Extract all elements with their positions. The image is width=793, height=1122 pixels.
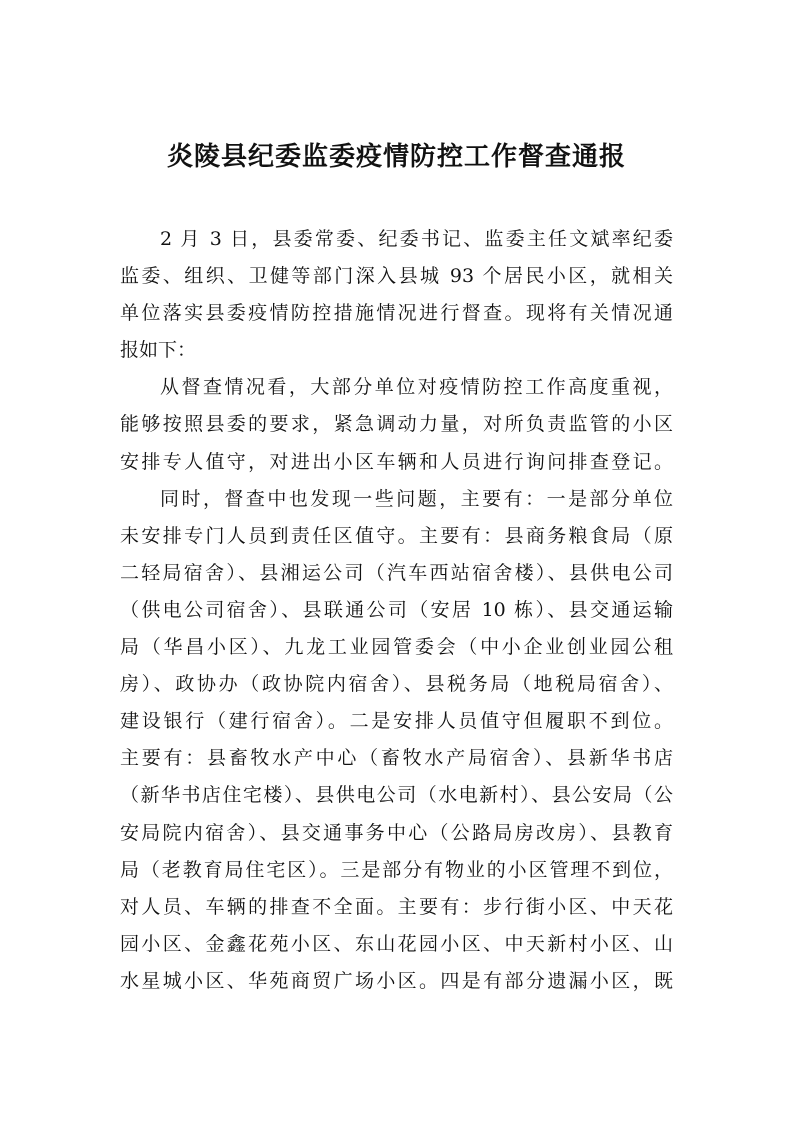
- text-line: 局（老教育局住宅区）。三是部分有物业的小区管理不到位，: [120, 858, 673, 881]
- text-line: （供电公司宿舍）、县联通公司（安居 10 栋）、县交通运输: [120, 598, 673, 621]
- text-line: 单位落实县委疫情防控措施情况进行督查。现将有关情况通: [120, 302, 673, 325]
- paragraph-3: [120, 481, 673, 1000]
- text-line: 同时，督查中也发现一些问题，主要有：一是部分单位: [160, 487, 673, 510]
- document-body: [120, 221, 673, 1000]
- text-line: 安局院内宿舍）、县交通事务中心（公路局房改房）、县教育: [120, 821, 673, 844]
- paragraph-2: [120, 369, 673, 480]
- text-line: 二轻局宿舍）、县湘运公司（汽车西站宿舍楼）、县供电公司: [120, 561, 673, 584]
- paragraph-1: [120, 221, 673, 369]
- text-line: 对人员、车辆的排查不全面。主要有：步行街小区、中天花: [120, 895, 673, 918]
- text-line: 监委、组织、卫健等部门深入县城 93 个居民小区，就相关: [120, 265, 673, 288]
- text-line: 能够按照县委的要求，紧急调动力量，对所负责监管的小区: [120, 413, 673, 436]
- text-line: （新华书店住宅楼）、县供电公司（水电新村）、县公安局（公: [120, 784, 673, 807]
- text-line: 2 月 3 日，县委常委、纪委书记、监委主任文斌率纪委: [160, 228, 673, 250]
- text-line: 主要有：县畜牧水产中心（畜牧水产局宿舍）、县新华书店: [120, 747, 673, 770]
- text-line: 水星城小区、华苑商贸广场小区。四是有部分遗漏小区，既: [120, 969, 673, 992]
- text-line: 园小区、金鑫花苑小区、东山花园小区、中天新村小区、山: [120, 932, 673, 955]
- text-line: 从督查情况看，大部分单位对疫情防控工作高度重视，: [160, 376, 673, 399]
- text-line: 未安排专门人员到责任区值守。主要有：县商务粮食局（原: [120, 524, 673, 547]
- text-line: 局（华昌小区）、九龙工业园管委会（中小企业创业园公租: [120, 636, 673, 659]
- text-line: 建设银行（建行宿舍）。二是安排人员值守但履职不到位。: [120, 710, 673, 733]
- document-title: 炎陵县纪委监委疫情防控工作督查通报: [166, 142, 626, 172]
- text-line: 安排专人值守，对进出小区车辆和人员进行询问排查登记。: [120, 450, 673, 473]
- text-line: 报如下：: [120, 339, 197, 362]
- text-line: 房）、政协办（政协院内宿舍）、县税务局（地税局宿舍）、: [120, 673, 673, 696]
